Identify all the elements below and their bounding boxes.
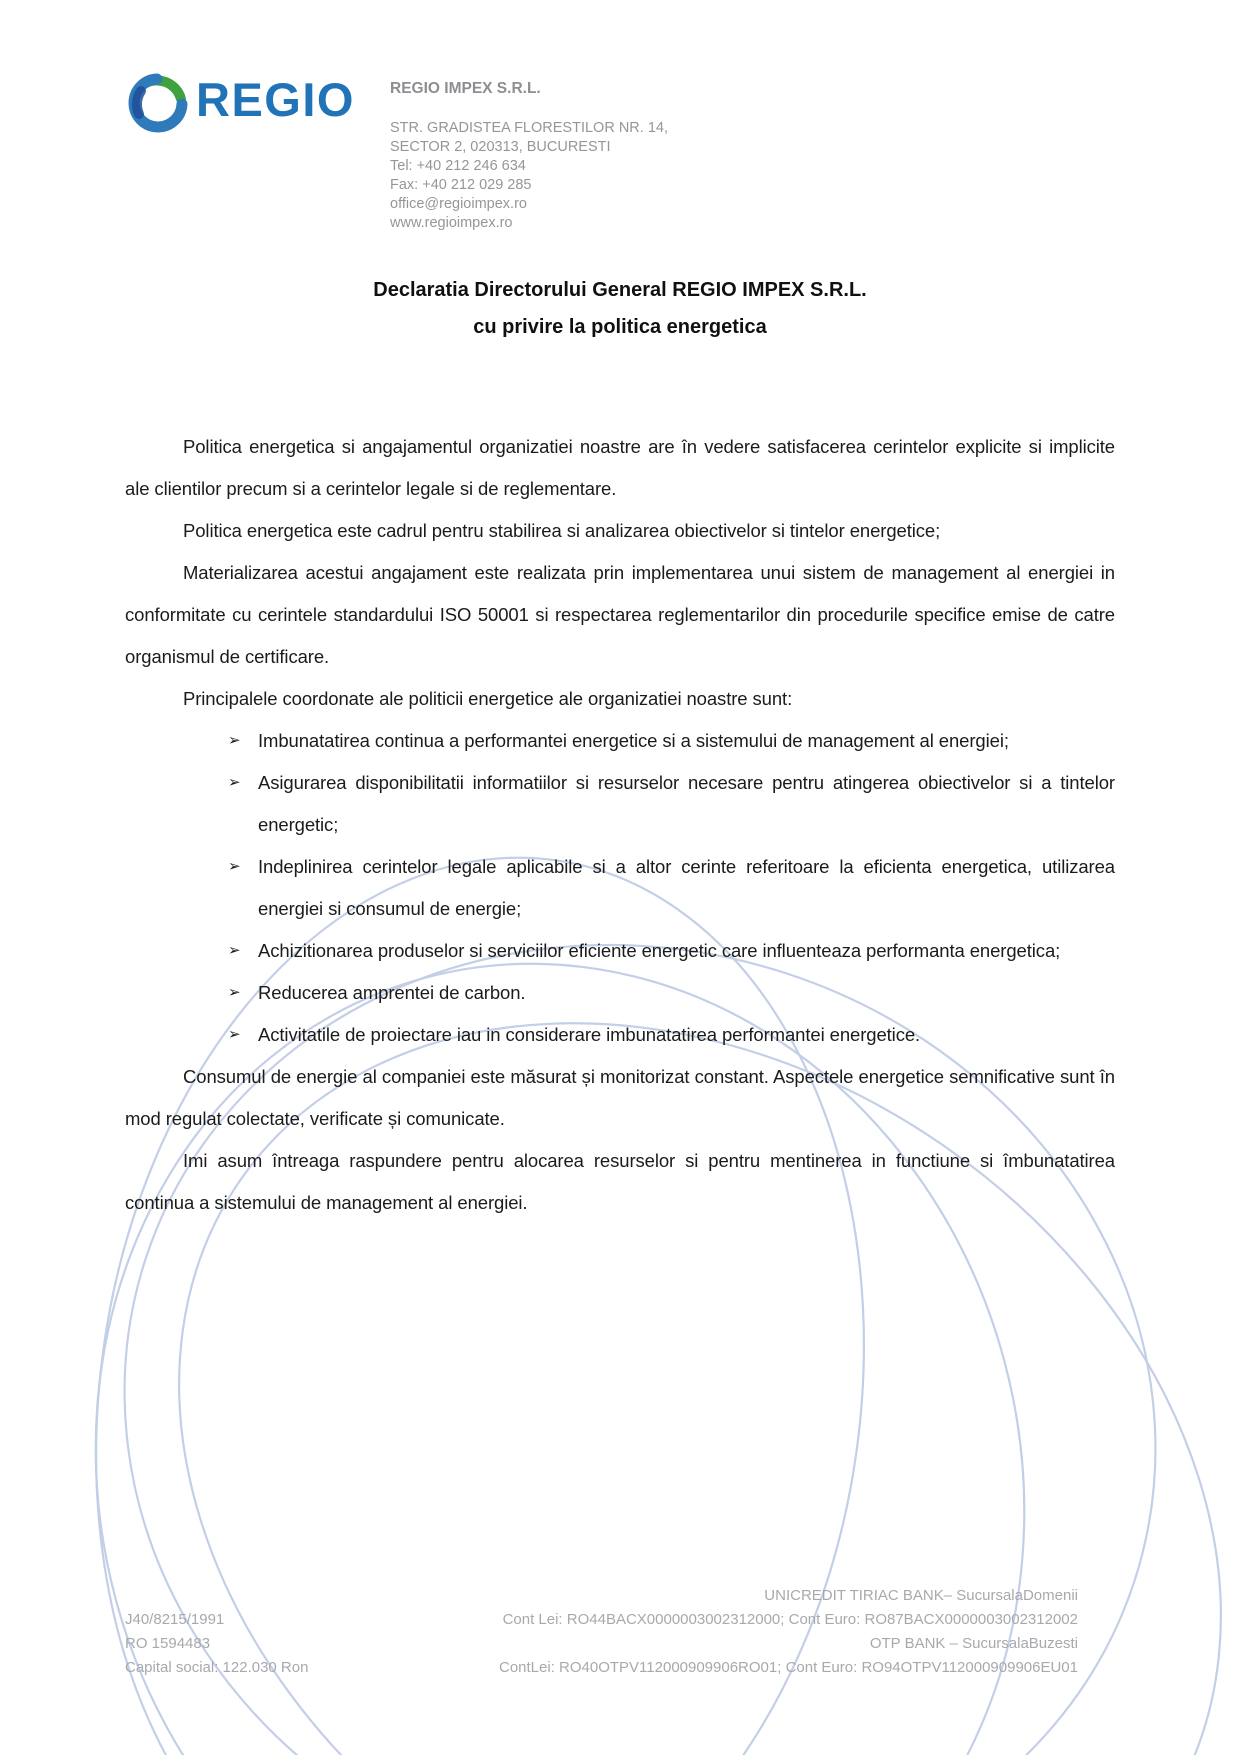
- paragraph: Materializarea acestui angajament este realizata prin implementarea unui sistem de management al energiei in conformitate cu cerintele standardului ISO 50001 si respectarea reglementarilor din procedurile specifice emise de catre organismul de certificare.: [125, 562, 1115, 667]
- paragraph: Imi asum întreaga raspundere pentru alocarea resurselor si pentru mentinerea in functiune si îmbunatatirea continua a sistemului de management al energiei.: [125, 1150, 1115, 1213]
- share-capital: Capital social: 122.030 Ron: [125, 1659, 309, 1676]
- list-item: [228, 720, 1115, 762]
- company-address-line1: STR. GRADISTEA FLORESTILOR NR. 14,: [390, 120, 668, 136]
- regio-wordmark: REGIO: [196, 73, 355, 126]
- arrow-bullet-icon: ➢: [228, 732, 241, 749]
- bank2-accounts: ContLei: RO40OTPV112000909906RO01; Cont Euro: RO94OTPV112000909906EU01: [499, 1659, 1078, 1676]
- regio-logo: [128, 70, 355, 134]
- paragraph: Politica energetica este cadrul pentru stabilirea si analizarea obiectivelor si tintelor energetice;: [183, 520, 941, 541]
- document-body: [125, 426, 1115, 1224]
- bank2-name: OTP BANK – SucursalaBuzesti: [869, 1635, 1078, 1652]
- document-title: [0, 272, 1240, 346]
- document-title-line1: Declaratia Directorului General REGIO IMPEX S.R.L.: [373, 279, 867, 301]
- company-tel: Tel: +40 212 246 634: [390, 158, 526, 174]
- list-item: [228, 930, 1115, 972]
- bank1-accounts: Cont Lei: RO44BACX0000003002312000; Cont Euro: RO87BACX0000003002312002: [502, 1611, 1078, 1628]
- list-item: [228, 762, 1115, 846]
- bullet-list: [125, 720, 1115, 1056]
- list-item: [228, 972, 1115, 1014]
- footer-company-ids: [125, 1608, 308, 1680]
- list-item-text: Achizitionarea produselor si serviciilor eficiente energetic care influenteaza performanta energetica;: [258, 940, 1061, 961]
- company-name: REGIO IMPEX S.R.L.: [390, 80, 541, 97]
- arrow-bullet-icon: ➢: [228, 858, 241, 875]
- company-address-line2: SECTOR 2, 020313, BUCURESTI: [390, 139, 611, 155]
- document-title-line2: cu privire la politica energetica: [473, 316, 767, 338]
- trade-registry-number: J40/8215/1991: [125, 1611, 225, 1628]
- vat-number: RO 1594483: [125, 1635, 211, 1652]
- list-item-text: Indeplinirea cerintelor legale aplicabile si a altor cerinte referitoare la eficienta energetica, utilizarea energiei si consumul de energie;: [258, 856, 1115, 919]
- company-email: office@regioimpex.ro: [390, 196, 527, 212]
- company-website: www.regioimpex.ro: [390, 215, 513, 231]
- company-fax: Fax: +40 212 029 285: [390, 177, 532, 193]
- paragraph: Principalele coordonate ale politicii energetice ale organizatiei noastre sunt:: [183, 688, 793, 709]
- list-item-text: Imbunatatirea continua a performantei energetice si a sistemului de management al energiei;: [258, 730, 1009, 751]
- paragraph: Politica energetica si angajamentul organizatiei noastre are în vedere satisfacerea cerintelor explicite si implicite ale clientilor precum si a cerintelor legale si de reglementare.: [125, 436, 1115, 499]
- bank1-name: UNICREDIT TIRIAC BANK– SucursalaDomenii: [764, 1587, 1078, 1604]
- list-item-text: Asigurarea disponibilitatii informatiilor si resurselor necesare pentru atingerea obiectivelor si a tintelor energetic;: [258, 772, 1115, 835]
- letterhead: [128, 70, 668, 231]
- paragraph: Consumul de energie al companiei este măsurat și monitorizat constant. Aspectele energetice semnificative sunt în mod regulat colectate, verificate și comunicate.: [125, 1066, 1115, 1129]
- arrow-bullet-icon: ➢: [228, 774, 241, 791]
- arrow-bullet-icon: ➢: [228, 984, 241, 1001]
- footer-bank-details: [499, 1584, 1078, 1680]
- arrow-bullet-icon: ➢: [228, 942, 241, 959]
- list-item-text: Activitatile de proiectare iau in considerare imbunatatirea performantei energetice.: [258, 1024, 921, 1045]
- regio-swirl-icon: [128, 72, 188, 134]
- list-item: [228, 1014, 1115, 1056]
- arrow-bullet-icon: ➢: [228, 1026, 241, 1043]
- list-item: [228, 846, 1115, 930]
- list-item-text: Reducerea amprentei de carbon.: [258, 982, 526, 1003]
- company-info: [390, 80, 810, 233]
